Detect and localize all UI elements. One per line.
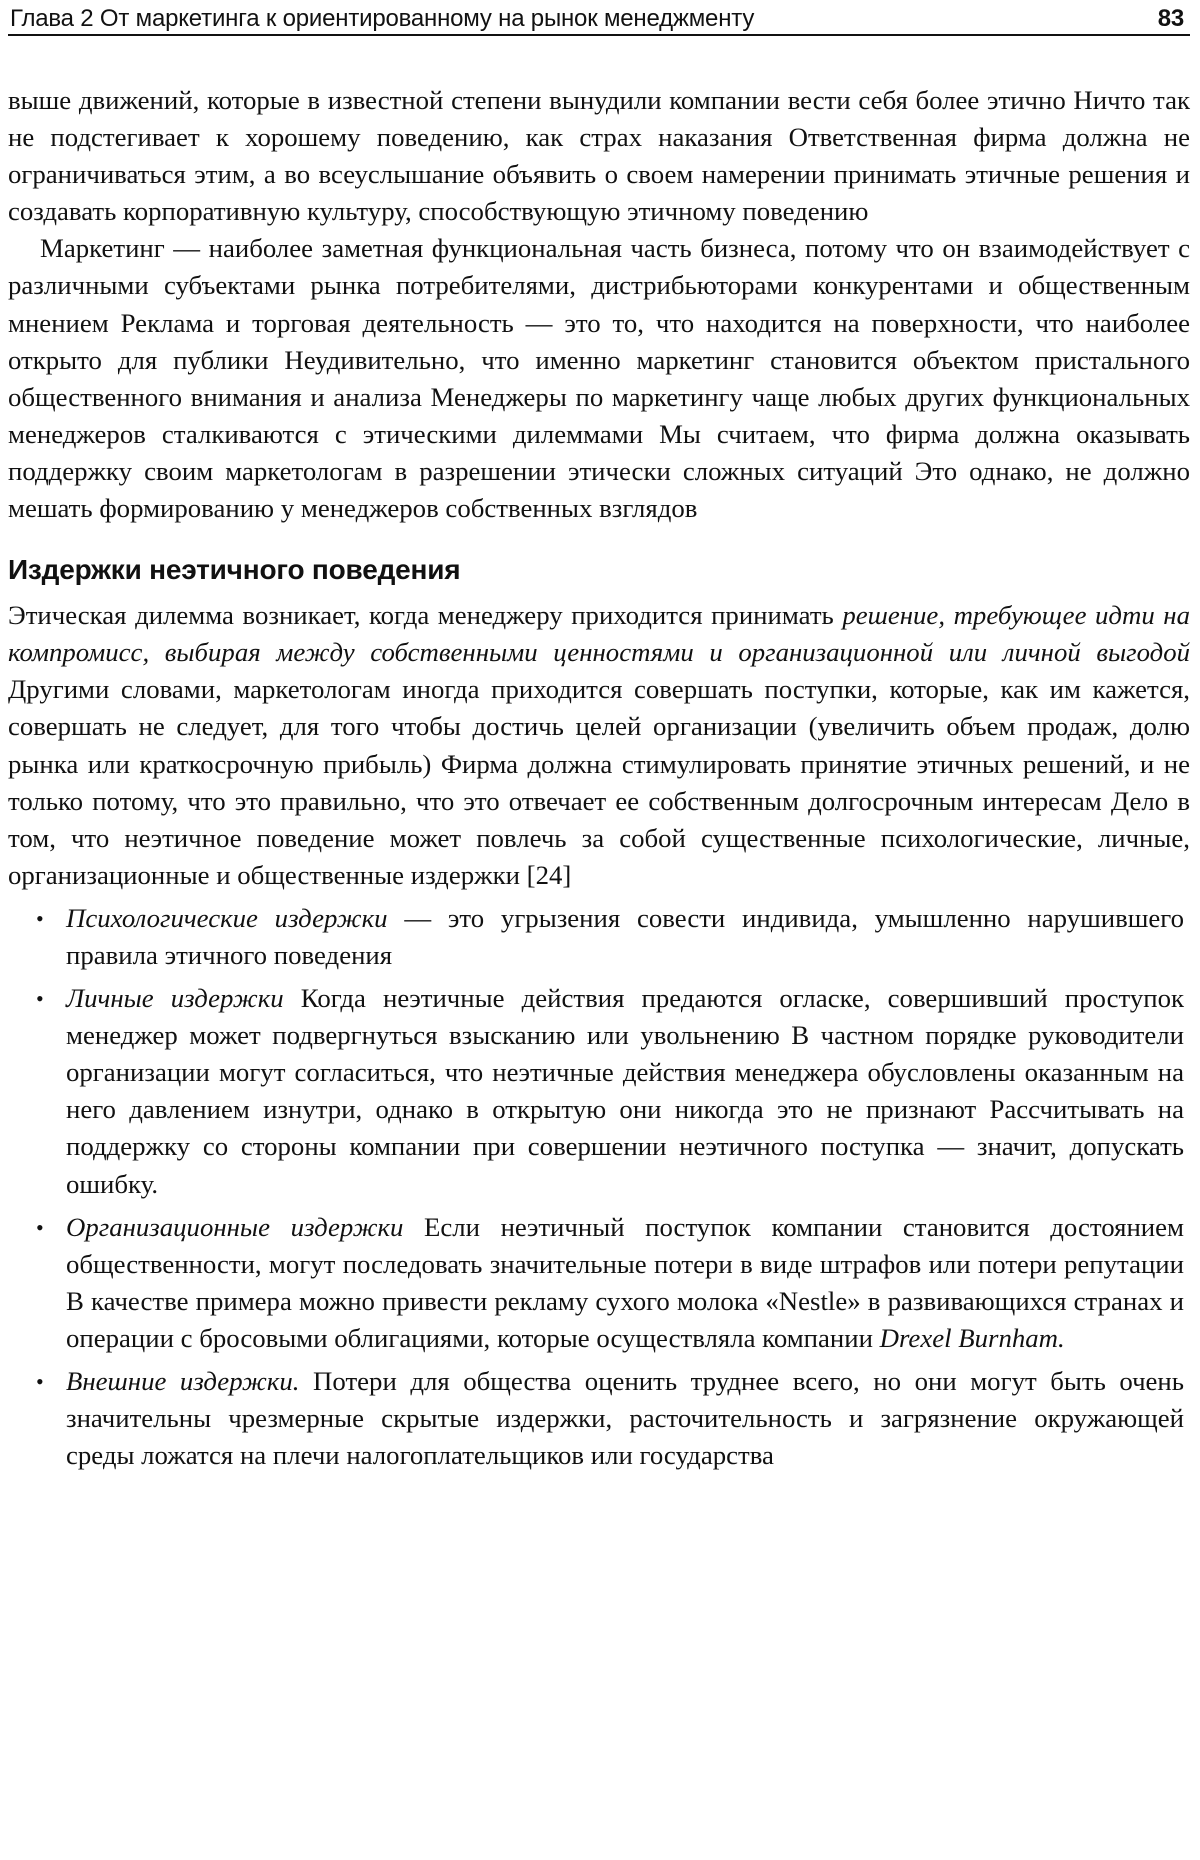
intro-start: Этическая дилемма возникает, когда менеджеру приходится принимать bbox=[8, 600, 843, 631]
bullet-text: Когда неэтичные действия предаются огласке, совершивший проступок менеджер может подвергнуться взысканию или увольнению В частном порядке руководители организации могут согласиться, что неэтичные действия менеджера обусловлены оказанным на него давлением изнутри, однако в открытую они никогда это не признают Рассчитывать на поддержку со стороны компании при совершении неэтичного поступка — значит, допускать ошибку. bbox=[66, 983, 1185, 1199]
paragraph-2: Маркетинг — наиболее заметная функциональная часть бизнеса, потому что он взаимодействует с различными субъектами рынка потребителями, дистрибьюторами конкурентами и общественным мнением Реклама и торговая деятельность — это то, что находится на поверхности, что наиболее открыто для публики Неудивительно, что именно маркетинг становится объектом пристального общественного внимания и анализа Менеджеры по маркетингу чаще любых других функциональных менеджеров сталкиваются с этическими дилеммами Мы считаем, что фирма должна оказывать поддержку своим маркетологам в разрешении этически сложных ситуаций Это однако, не должно мешать формированию у менеджеров собственных взглядов bbox=[8, 233, 1190, 524]
section-heading: Издержки неэтичного поведения bbox=[8, 554, 461, 586]
costs-bullet-list bbox=[8, 900, 1190, 1474]
bullet-item-psychological bbox=[36, 900, 1184, 974]
bullet-item-external bbox=[36, 1363, 1184, 1474]
bullet-marker: • bbox=[36, 1369, 44, 1394]
section-intro-paragraph bbox=[8, 597, 1190, 894]
bullet-marker: • bbox=[36, 1214, 44, 1240]
page-number: 83 bbox=[1157, 5, 1184, 32]
intro-emphasis: решение, требующее идти на компромисс, выбирая между собственными ценностями и организационной или личной выгодой bbox=[8, 600, 1190, 668]
bullet-item-organizational bbox=[36, 1209, 1184, 1357]
chapter-title: Глава 2 От маркетинга к ориентированному на рынок менеджменту bbox=[10, 5, 755, 32]
bullet-text: Потери для общества оценить труднее всего, но они могут быть очень значительны чрезмерные скрытые издержки, расточительность и загрязнение окружающей среды ложатся на плечи налогоплательщиков или государства bbox=[66, 1366, 1184, 1471]
bullet-item-personal bbox=[36, 980, 1185, 1203]
bullet-marker: • bbox=[36, 986, 44, 1012]
bullet-marker: • bbox=[36, 905, 44, 931]
bullet-label: Личные издержки bbox=[66, 983, 284, 1014]
paragraph-1: выше движений, которые в известной степени вынудили компании вести себя более этично Ничто так не подстегивает к хорошему поведению, как страх наказания Ответственная фирма должна не ограничиваться этим, а во всеуслышание объявить о своем намерении принимать этичные решения и создавать корпоративную культуру, способствующую этичному поведению bbox=[8, 85, 1190, 227]
bullet-label: Внешние издержки. bbox=[66, 1366, 300, 1396]
bullet-tail-emphasis: Drexel Burnham. bbox=[879, 1322, 1065, 1353]
intro-rest: Другими словами, маркетологам иногда приходится совершать поступки, которые, как им кажется, совершать не следует, для того чтобы достичь целей организации (увеличить объем продаж, долю рынка или краткосрочную прибыль) Фирма должна стимулировать принятие этичных решений, и не только потому, что это правильно, что это отвечает ее собственным долгосрочным интересам Дело в том, что неэтичное поведение может повлечь за собой существенные психологические, личные, организационные и общественные издержки [24] bbox=[8, 674, 1190, 890]
bullet-text: Если неэтичный поступок компании становится достоянием общественности, могут последовать значительные потери в виде штрафов или потери репутации В качестве примера можно привести рекламу сухого молока «Nestle» в развивающихся странах и операции с бросовыми облигациями, которые осуществляла компании bbox=[66, 1211, 1184, 1353]
bullet-label: Психологические издержки bbox=[66, 902, 388, 933]
bullet-text: — это угрызения совести индивида, умышленно нарушившего правила этичного поведения bbox=[66, 902, 1184, 970]
bullet-label: Организационные издержки bbox=[66, 1211, 404, 1242]
running-header bbox=[8, 4, 1190, 36]
body-text bbox=[8, 82, 1190, 1474]
